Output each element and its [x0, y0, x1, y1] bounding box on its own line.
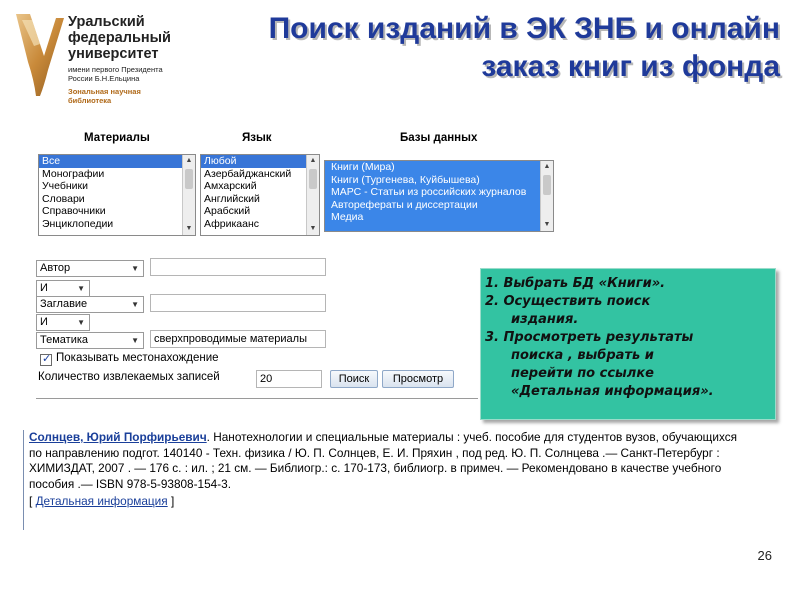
- listbox-option[interactable]: МАРС - Статьи из российских журналов: [331, 186, 527, 198]
- operator-select-value: И: [40, 316, 48, 328]
- operator-select-2[interactable]: [36, 314, 90, 331]
- slide-title: [200, 10, 780, 86]
- listbox-option[interactable]: Медиа: [331, 211, 364, 223]
- instruction-text: издания.: [511, 312, 579, 327]
- listbox-option[interactable]: Монографии: [42, 167, 105, 180]
- browse-button[interactable]: Просмотр: [382, 370, 454, 388]
- scroll-down-icon[interactable]: ▼: [309, 225, 317, 232]
- field-select-3[interactable]: [36, 332, 144, 349]
- instruction-step: 1. Выбрать БД «Книги».: [485, 276, 666, 291]
- scroll-down-icon[interactable]: ▼: [185, 225, 193, 232]
- field-text-3[interactable]: сверхпроводимые материалы: [150, 330, 326, 348]
- databases-header: Базы данных: [400, 132, 478, 144]
- listbox-option[interactable]: Учебники: [42, 180, 88, 192]
- show-location-label: Показывать местонахождение: [56, 352, 219, 364]
- record-count-label: Количество извлекаемых записей: [38, 371, 220, 383]
- scrollbar[interactable]: [306, 155, 319, 235]
- listbox-option[interactable]: Амхарский: [204, 180, 257, 192]
- chevron-down-icon[interactable]: ▼: [131, 300, 139, 309]
- scroll-thumb[interactable]: [309, 169, 317, 189]
- slide-title-line: Поиск изданий в ЭК ЗНБ и онлайн: [268, 12, 780, 45]
- logo-sub-line: России Б.Н.Ельцина: [68, 74, 140, 83]
- record-line: пособия .— ISBN 978-5-93808-154-3.: [29, 476, 231, 491]
- scroll-thumb[interactable]: [185, 169, 193, 189]
- field-select-value: Автор: [40, 262, 71, 274]
- scroll-down-icon[interactable]: ▼: [543, 221, 551, 228]
- library-name: [68, 87, 171, 105]
- bracket: ]: [167, 494, 175, 508]
- scrollbar[interactable]: [540, 161, 553, 231]
- scroll-thumb[interactable]: [543, 175, 551, 195]
- field-select-value: Заглавие: [40, 298, 88, 310]
- listbox-option[interactable]: Арабский: [204, 205, 251, 217]
- chevron-down-icon[interactable]: ▼: [131, 336, 139, 345]
- chevron-down-icon[interactable]: ▼: [77, 284, 85, 293]
- record-count-input[interactable]: 20: [256, 370, 322, 388]
- search-result-record: [23, 430, 775, 530]
- record-text: . Нанотехнологии и специальные материалы : учеб. пособие для студентов вузов, обучающихся: [206, 430, 738, 444]
- instruction-step: [485, 329, 765, 401]
- instruction-text: «Детальная информация».: [511, 384, 714, 399]
- listbox-option[interactable]: Энциклопедии: [42, 217, 114, 230]
- scrollbar[interactable]: [182, 155, 195, 235]
- search-button[interactable]: Поиск: [330, 370, 378, 388]
- logo-emblem-icon: [14, 10, 66, 98]
- detail-info-link[interactable]: Детальная информация: [35, 494, 168, 508]
- chevron-down-icon[interactable]: ▼: [131, 264, 139, 273]
- listbox-option[interactable]: Любой: [201, 155, 319, 168]
- logo-name-line: федеральный: [68, 30, 171, 46]
- record-line: ХИМИЗДАТ, 2007 . — 176 с. : ил. ; 21 см. — Библиогр.: с. 170-173, библиогр. в примеч. — Рекомендовано в качестве учебного: [29, 461, 722, 475]
- materials-listbox[interactable]: [38, 154, 196, 236]
- detail-link-line: [23, 494, 775, 510]
- field-select-1[interactable]: [36, 260, 144, 277]
- author-link[interactable]: Солнцев, Юрий Порфирьевич: [29, 430, 207, 444]
- scroll-up-icon[interactable]: ▲: [309, 157, 317, 164]
- listbox-option[interactable]: Английский: [204, 192, 260, 205]
- listbox-option[interactable]: Авторефераты и диссертации: [331, 198, 478, 211]
- instruction-step: [485, 293, 765, 329]
- instruction-text: 2. Осуществить поиск: [485, 294, 651, 309]
- listbox-option[interactable]: Справочники: [42, 205, 106, 217]
- listbox-option[interactable]: Книги (Тургенева, Куйбышева): [331, 173, 480, 186]
- instructions-callout: [480, 268, 776, 420]
- scroll-up-icon[interactable]: ▲: [543, 163, 551, 170]
- library-name-line: Зональная научная: [68, 87, 141, 96]
- operator-select-value: И: [40, 282, 48, 294]
- materials-header: Материалы: [84, 132, 150, 144]
- listbox-option[interactable]: Азербайджанский: [204, 167, 292, 180]
- university-logo: [14, 6, 186, 118]
- instruction-text: 3. Просмотреть результаты: [485, 330, 694, 345]
- field-text-2[interactable]: [150, 294, 326, 312]
- instruction-text: перейти по ссылке: [511, 366, 654, 381]
- scroll-up-icon[interactable]: ▲: [185, 157, 193, 164]
- chevron-down-icon[interactable]: ▼: [77, 318, 85, 327]
- listbox-option[interactable]: Все: [39, 155, 195, 168]
- instruction-text: поиска , выбрать и: [511, 348, 654, 363]
- logo-name-line: Уральский: [68, 14, 145, 30]
- databases-listbox[interactable]: [324, 160, 554, 232]
- listbox-option[interactable]: Словари: [42, 192, 85, 205]
- field-select-2[interactable]: [36, 296, 144, 313]
- logo-sub-line: имени первого Президента: [68, 65, 163, 74]
- page-number: 26: [757, 548, 772, 563]
- record-line: по направлению подгот. 140140 - Техн. физика / Ю. П. Солнцев, Е. И. Пряхин , под ред. Ю. П. Солнцева .— Санкт-Петербург :: [29, 445, 720, 460]
- logo-name-line: университет: [68, 46, 159, 62]
- show-location-checkbox[interactable]: [40, 354, 52, 366]
- field-text-1[interactable]: [150, 258, 326, 276]
- listbox-option[interactable]: Книги (Мира): [331, 161, 395, 173]
- slide-title-line: заказ книг из фонда: [481, 50, 780, 83]
- logo-subtitle: [68, 65, 171, 83]
- language-listbox[interactable]: [200, 154, 320, 236]
- record-line: [23, 430, 775, 446]
- language-header: Язык: [242, 132, 272, 144]
- form-divider: [36, 398, 478, 399]
- field-select-value: Тематика: [40, 334, 89, 346]
- listbox-option[interactable]: Африкаанс: [204, 217, 260, 230]
- library-name-line: библиотека: [68, 96, 112, 105]
- operator-select-1[interactable]: [36, 280, 90, 297]
- bracket: [: [29, 494, 36, 508]
